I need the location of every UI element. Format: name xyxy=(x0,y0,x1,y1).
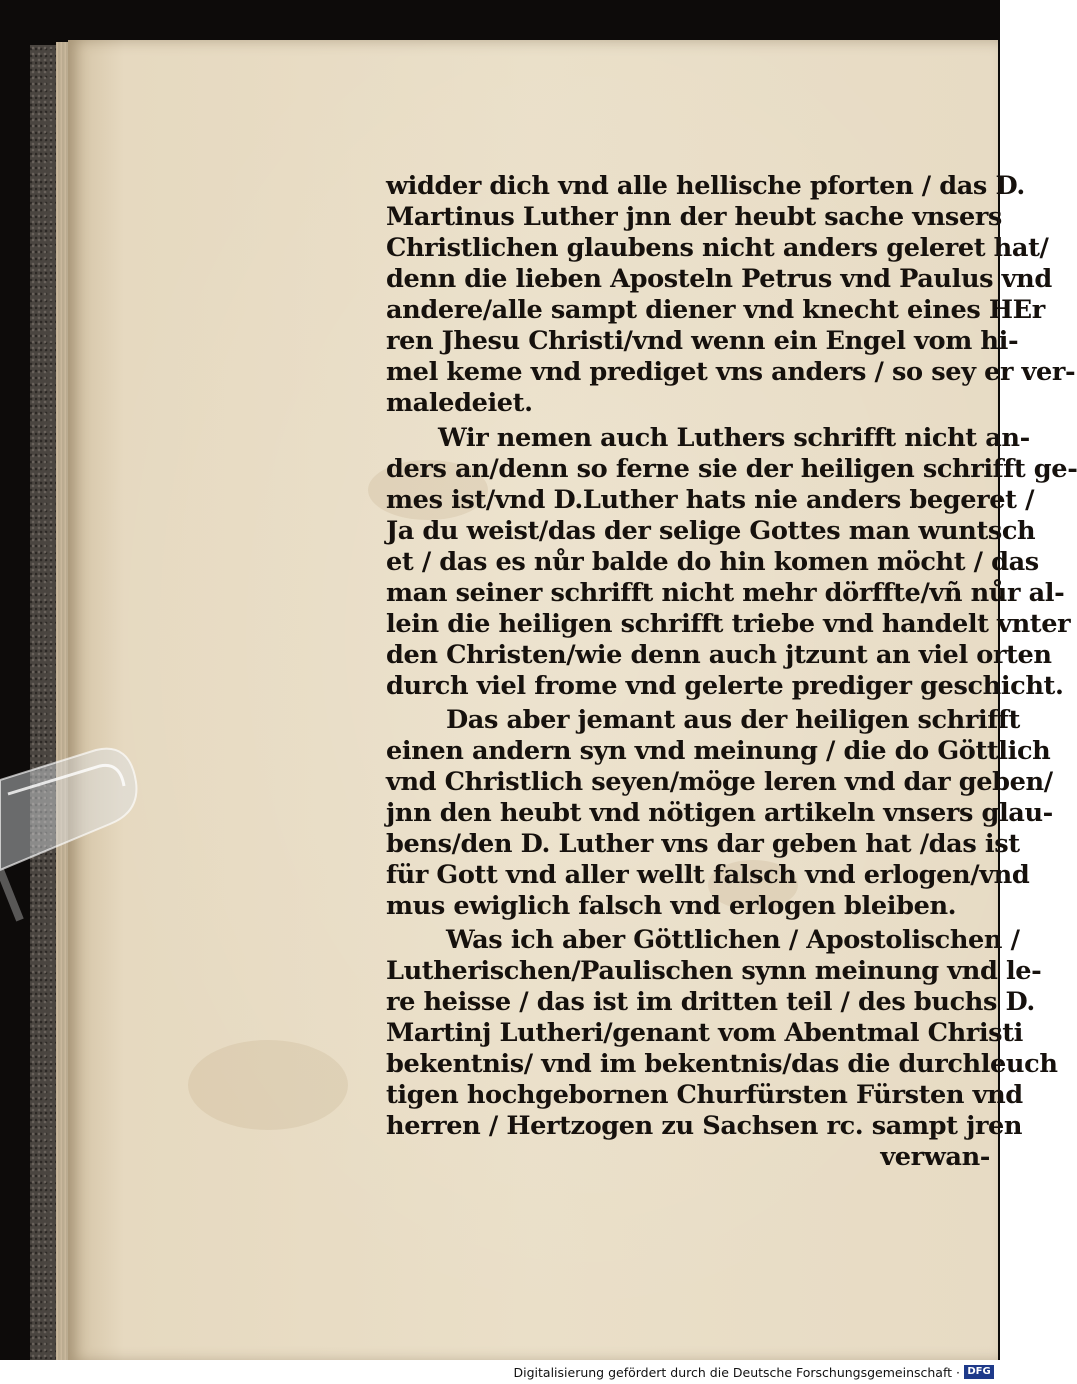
text-line: re heisse / das ist im dritten teil / des buchs D. xyxy=(386,987,1035,1017)
dfg-logo: DFG xyxy=(964,1365,994,1379)
text-line: widder dich vnd alle hellische pforten / das D. xyxy=(386,171,1025,201)
text-line: Das aber jemant aus der heiligen schrifft xyxy=(446,705,1020,735)
text-line: mes ist/vnd D.Luther hats nie anders begeret / xyxy=(386,485,1035,515)
text-line: jnn den heubt vnd nötigen artikeln vnsers glau- xyxy=(386,798,1053,828)
catchword: verwan- xyxy=(880,1142,990,1172)
text-line: bens/den D. Luther vns dar geben hat /das ist xyxy=(386,829,1020,859)
text-line: et / das es nůr balde do hin komen möcht / das xyxy=(386,547,1039,577)
text-line: Martinj Lutheri/genant vom Abentmal Christi xyxy=(386,1018,1023,1048)
text-line: Ja du weist/das der selige Gottes man wuntsch xyxy=(386,516,1036,546)
text-line: Lutherischen/Paulischen synn meinung vnd le- xyxy=(386,956,1042,986)
text-line: mus ewiglich falsch vnd erlogen bleiben. xyxy=(386,891,957,921)
paper-page xyxy=(68,40,1077,1362)
text-line: durch viel frome vnd gelerte prediger geschicht. xyxy=(386,671,1064,701)
text-line: den Christen/wie denn auch jtzunt an viel orten xyxy=(386,640,1052,670)
text-line: Was ich aber Göttlichen / Apostolischen / xyxy=(446,925,1020,955)
text-line: Christlichen glaubens nicht anders geleret hat/ xyxy=(386,233,1049,263)
text-line: andere/alle sampt diener vnd knecht eines HEr xyxy=(386,295,1045,325)
text-line: man seiner schrifft nicht mehr dörffte/vñ nůr al- xyxy=(386,578,1065,608)
text-line: für Gott vnd aller wellt falsch vnd erlogen/vnd xyxy=(386,860,1030,890)
page-holder-clip xyxy=(0,760,140,920)
text-line: mel keme vnd prediget vns anders / so sey er ver- xyxy=(386,357,1076,387)
text-line: Wir nemen auch Luthers schrifft nicht an- xyxy=(438,423,1030,453)
page-text xyxy=(386,168,1077,1172)
text-line: herren / Hertzogen zu Sachsen rc. sampt jren xyxy=(386,1111,1023,1141)
text-line: einen andern syn vnd meinung / die do Göttlich xyxy=(386,736,1051,766)
text-line: tigen hochgebornen Churfürsten Fürsten vnd xyxy=(386,1080,1023,1110)
text-line: bekentnis/ vnd im bekentnis/das die durchleuch xyxy=(386,1049,1058,1079)
text-line: ders an/denn so ferne sie der heiligen schrifft ge- xyxy=(386,454,1077,484)
footer-bar xyxy=(0,1360,1000,1384)
text-line: ren Jhesu Christi/vnd wenn ein Engel vom hi- xyxy=(386,326,1019,356)
text-line: lein die heiligen schrifft triebe vnd handelt vnter xyxy=(386,609,1071,639)
text-line: Martinus Luther jnn der heubt sache vnsers xyxy=(386,202,1002,232)
text-line: vnd Christlich seyen/möge leren vnd dar geben/ xyxy=(386,767,1053,797)
text-line: maledeiet. xyxy=(386,388,533,418)
text-line: denn die lieben Aposteln Petrus vnd Paulus vnd xyxy=(386,264,1052,294)
funding-credit: Digitalisierung gefördert durch die Deutsche Forschungsgemeinschaft · xyxy=(513,1365,960,1380)
